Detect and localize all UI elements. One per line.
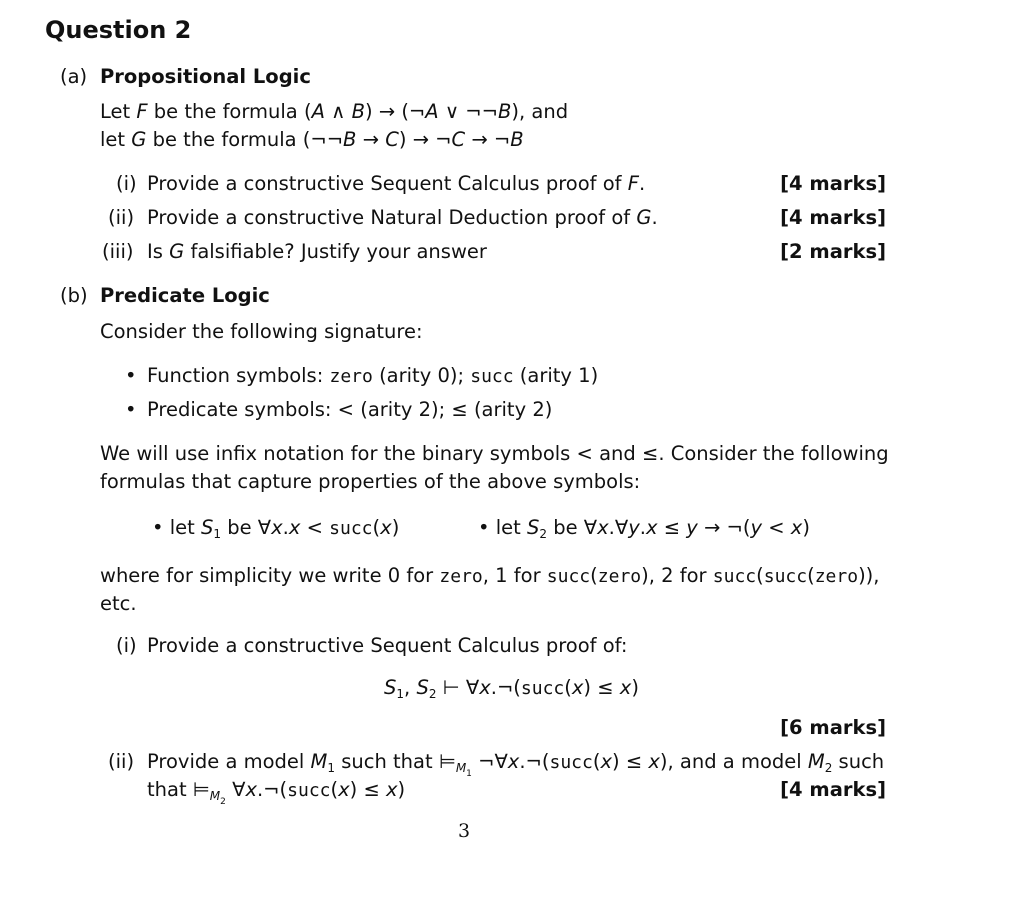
marks-badge: [6 marks]	[780, 716, 886, 739]
part-b-heading: Predicate Logic	[100, 284, 270, 307]
page-number: 3	[458, 820, 471, 842]
part-b-label: (b)	[60, 284, 88, 307]
bullet-functions: • Function symbols: zero (arity 0); succ (arity 1)	[125, 364, 599, 387]
simplicity-line1: where for simplicity we write 0 for zero, 1 for succ(zero), 2 for succ(succ(zero)),	[100, 564, 880, 587]
marks-badge: [2 marks]	[780, 240, 886, 263]
signature-intro: Consider the following signature:	[100, 320, 423, 343]
formula-s2: • let $S_2$ be ∀x.∀y.x ≤ y → ¬(y < x)	[478, 516, 810, 541]
formula-f-line: Let F be the formula (A ∧ B) → (¬A ∨ ¬¬B), and	[100, 100, 569, 123]
question-title: Question 2	[45, 16, 192, 44]
marks-badge: [4 marks]	[780, 778, 886, 801]
formula-g-line: let G be the formula (¬¬B → C) → ¬C → ¬B	[100, 128, 524, 151]
bullet-predicates: • Predicate symbols: < (arity 2); ≤ (arity 2)	[125, 398, 553, 421]
formula-s1: • let $S_1$ be ∀x.x < succ(x)	[152, 516, 400, 541]
part-a-heading: Propositional Logic	[100, 65, 311, 88]
marks-badge: [4 marks]	[780, 206, 886, 229]
marks-badge: [4 marks]	[780, 172, 886, 195]
part-a-label: (a)	[60, 65, 88, 88]
sequent-formula: $S_1$, $S_2$ ⊢ ∀x.¬(succ(x) ≤ x)	[384, 676, 639, 701]
infix-paragraph-line2: formulas that capture properties of the above symbols:	[100, 470, 641, 493]
infix-paragraph-line1: We will use infix notation for the binary symbols < and ≤. Consider the following	[100, 442, 889, 465]
simplicity-line2: etc.	[100, 592, 137, 615]
